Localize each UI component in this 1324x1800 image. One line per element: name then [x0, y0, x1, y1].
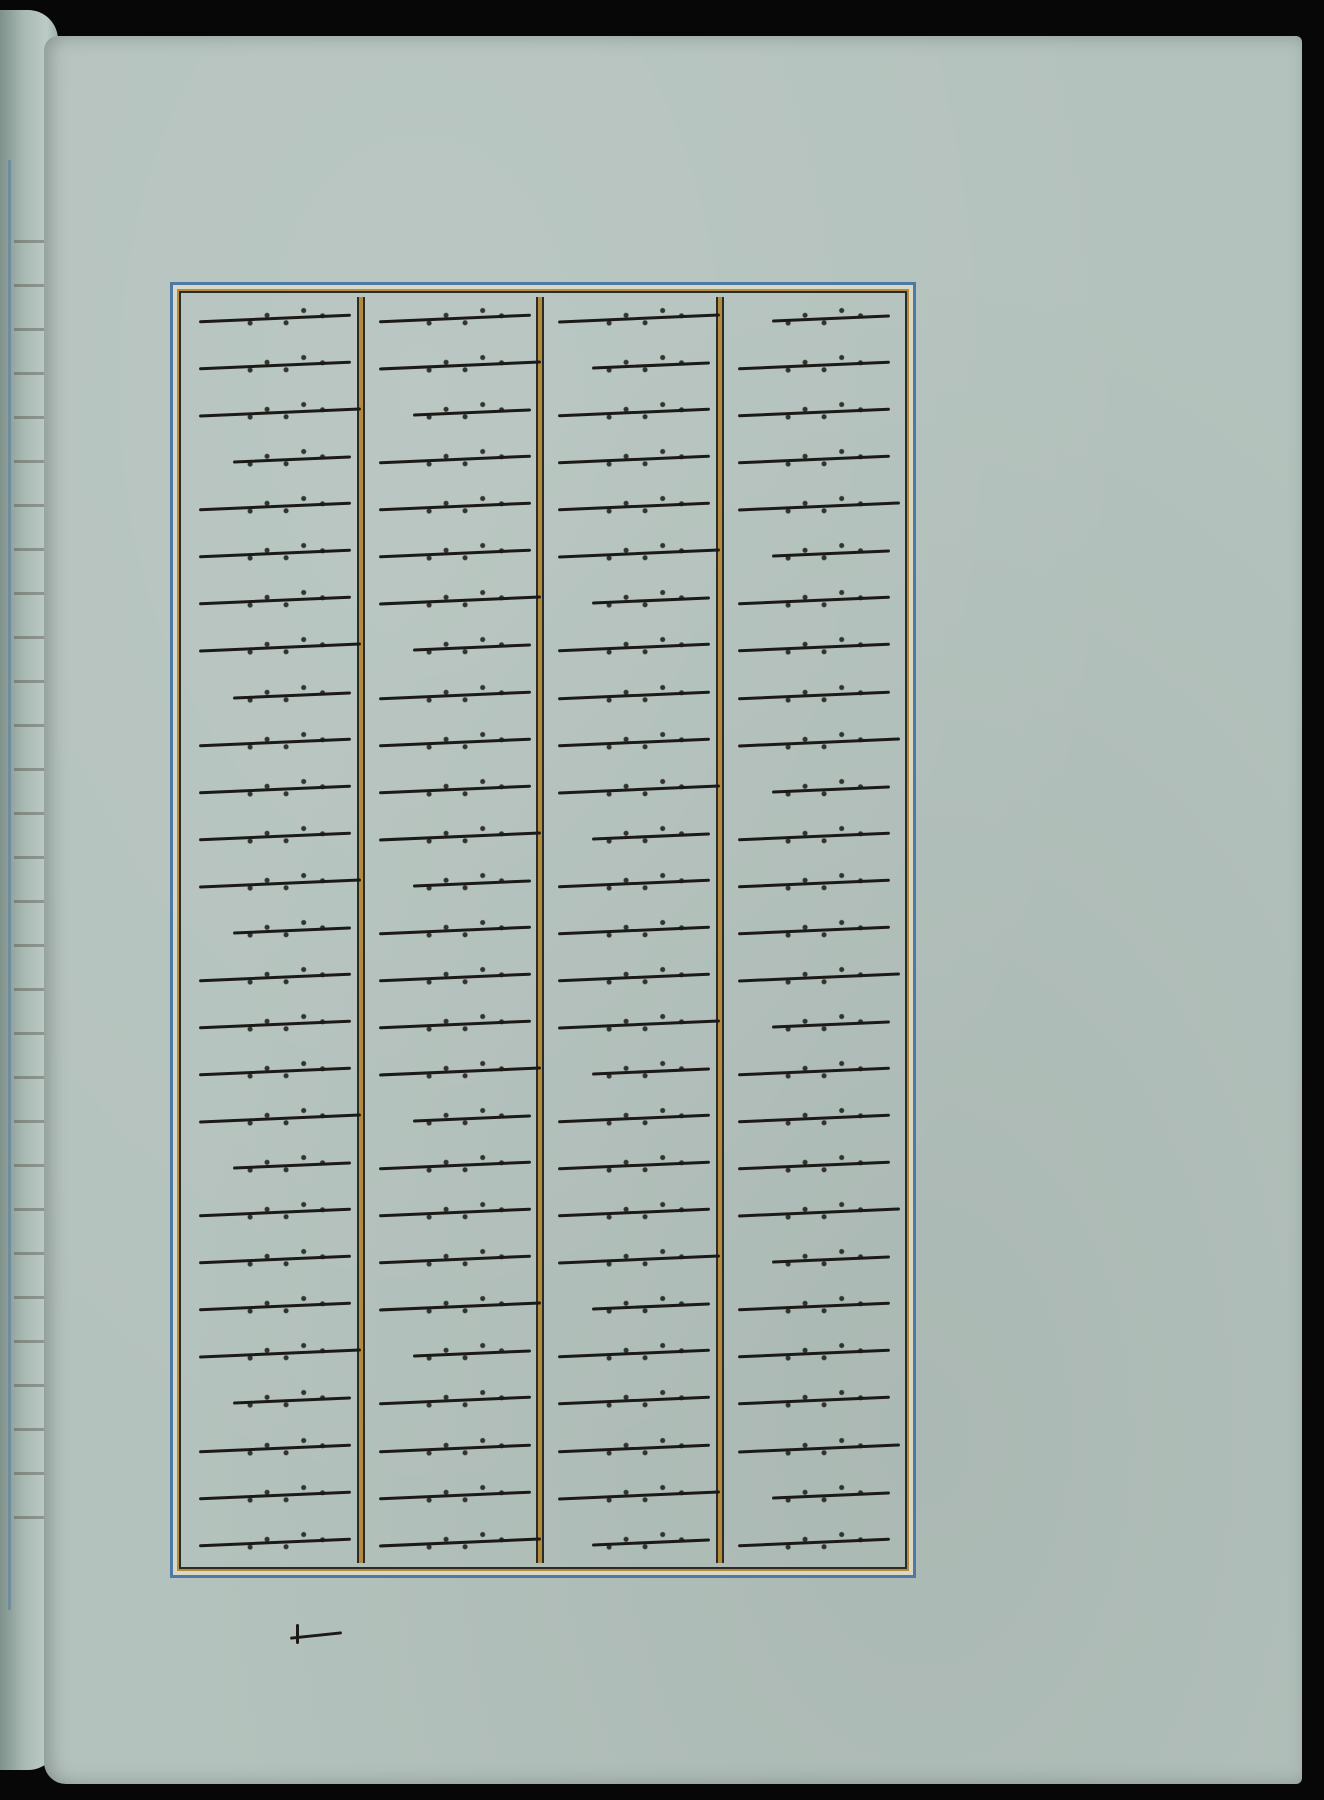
verse-line — [373, 958, 535, 996]
verse-line — [193, 676, 355, 714]
verse-line — [193, 1429, 355, 1467]
verse-line — [193, 911, 355, 949]
verse-line — [732, 1240, 894, 1278]
catchword — [288, 1622, 344, 1650]
verse-line — [193, 346, 355, 384]
verse-line — [732, 581, 894, 619]
verse-line — [552, 911, 714, 949]
verse-line — [732, 534, 894, 572]
verse-line — [373, 676, 535, 714]
verse-line — [373, 1099, 535, 1137]
verse-line — [373, 1052, 535, 1090]
previous-folio-frame-rule — [8, 160, 11, 1610]
verse-line — [373, 1476, 535, 1514]
verse-line — [552, 1146, 714, 1184]
verse-line — [552, 1287, 714, 1325]
verse-line — [552, 299, 714, 337]
verse-line — [732, 723, 894, 761]
verse-line — [373, 1334, 535, 1372]
verse-line — [373, 299, 535, 337]
verse-line — [373, 440, 535, 478]
verse-line — [193, 770, 355, 808]
verse-line — [193, 299, 355, 337]
verse-line — [732, 299, 894, 337]
verse-line — [193, 1287, 355, 1325]
verse-line — [373, 1240, 535, 1278]
verse-line — [373, 817, 535, 855]
verse-line — [373, 1193, 535, 1231]
verse-line — [552, 1240, 714, 1278]
verse-line — [552, 1193, 714, 1231]
verse-line — [193, 1381, 355, 1419]
verse-line — [552, 770, 714, 808]
previous-folio-text — [14, 240, 44, 1540]
verse-line — [373, 770, 535, 808]
verse-line — [193, 534, 355, 572]
verse-line — [193, 628, 355, 666]
verse-line — [193, 958, 355, 996]
verse-line — [732, 1429, 894, 1467]
verse-line — [193, 1476, 355, 1514]
verse-line — [552, 628, 714, 666]
manuscript-folio — [44, 36, 1302, 1784]
column-3 — [363, 297, 543, 1563]
verse-line — [732, 346, 894, 384]
verse-line — [193, 1146, 355, 1184]
verse-line — [552, 1523, 714, 1561]
verse-line — [193, 393, 355, 431]
verse-line — [193, 1240, 355, 1278]
verse-line — [193, 723, 355, 761]
verse-line — [373, 911, 535, 949]
verse-line — [373, 1523, 535, 1561]
verse-line — [732, 1381, 894, 1419]
verse-line — [552, 440, 714, 478]
column-4 — [185, 297, 363, 1563]
verse-line — [732, 487, 894, 525]
verse-line — [373, 628, 535, 666]
verse-line — [552, 346, 714, 384]
verse-line — [193, 817, 355, 855]
verse-line — [373, 1146, 535, 1184]
verse-line — [193, 1523, 355, 1561]
verse-line — [732, 911, 894, 949]
verse-line — [732, 864, 894, 902]
verse-line — [373, 1381, 535, 1419]
verse-line — [193, 487, 355, 525]
verse-line — [552, 1429, 714, 1467]
verse-line — [552, 958, 714, 996]
verse-line — [552, 487, 714, 525]
verse-line — [373, 723, 535, 761]
verse-line — [552, 534, 714, 572]
verse-line — [732, 393, 894, 431]
verse-line — [732, 770, 894, 808]
verse-line — [373, 487, 535, 525]
verse-line — [373, 393, 535, 431]
verse-line — [732, 1523, 894, 1561]
verse-line — [732, 1334, 894, 1372]
verse-line — [732, 817, 894, 855]
verse-line — [373, 1287, 535, 1325]
column-2 — [542, 297, 722, 1563]
verse-line — [193, 864, 355, 902]
verse-line — [732, 440, 894, 478]
verse-line — [732, 1287, 894, 1325]
verse-line — [552, 817, 714, 855]
verse-line — [552, 723, 714, 761]
verse-columns — [185, 297, 901, 1563]
verse-line — [732, 1052, 894, 1090]
verse-line — [732, 958, 894, 996]
verse-line — [732, 1146, 894, 1184]
text-block-frame — [170, 282, 916, 1578]
verse-line — [193, 1334, 355, 1372]
verse-line — [732, 628, 894, 666]
verse-line — [552, 581, 714, 619]
verse-line — [552, 1381, 714, 1419]
verse-line — [552, 1052, 714, 1090]
verse-line — [732, 1099, 894, 1137]
verse-line — [193, 1005, 355, 1043]
column-1 — [722, 297, 902, 1563]
verse-line — [373, 1429, 535, 1467]
verse-line — [552, 1099, 714, 1137]
verse-line — [732, 1005, 894, 1043]
verse-line — [373, 581, 535, 619]
verse-line — [732, 1476, 894, 1514]
verse-line — [552, 1005, 714, 1043]
verse-line — [552, 1476, 714, 1514]
verse-line — [193, 440, 355, 478]
verse-line — [552, 676, 714, 714]
verse-line — [373, 534, 535, 572]
verse-line — [552, 864, 714, 902]
verse-line — [193, 1099, 355, 1137]
verse-line — [552, 1334, 714, 1372]
verse-line — [373, 346, 535, 384]
verse-line — [373, 1005, 535, 1043]
verse-line — [193, 1052, 355, 1090]
verse-line — [552, 393, 714, 431]
verse-line — [373, 864, 535, 902]
verse-line — [732, 1193, 894, 1231]
verse-line — [732, 676, 894, 714]
verse-line — [193, 1193, 355, 1231]
verse-line — [193, 581, 355, 619]
